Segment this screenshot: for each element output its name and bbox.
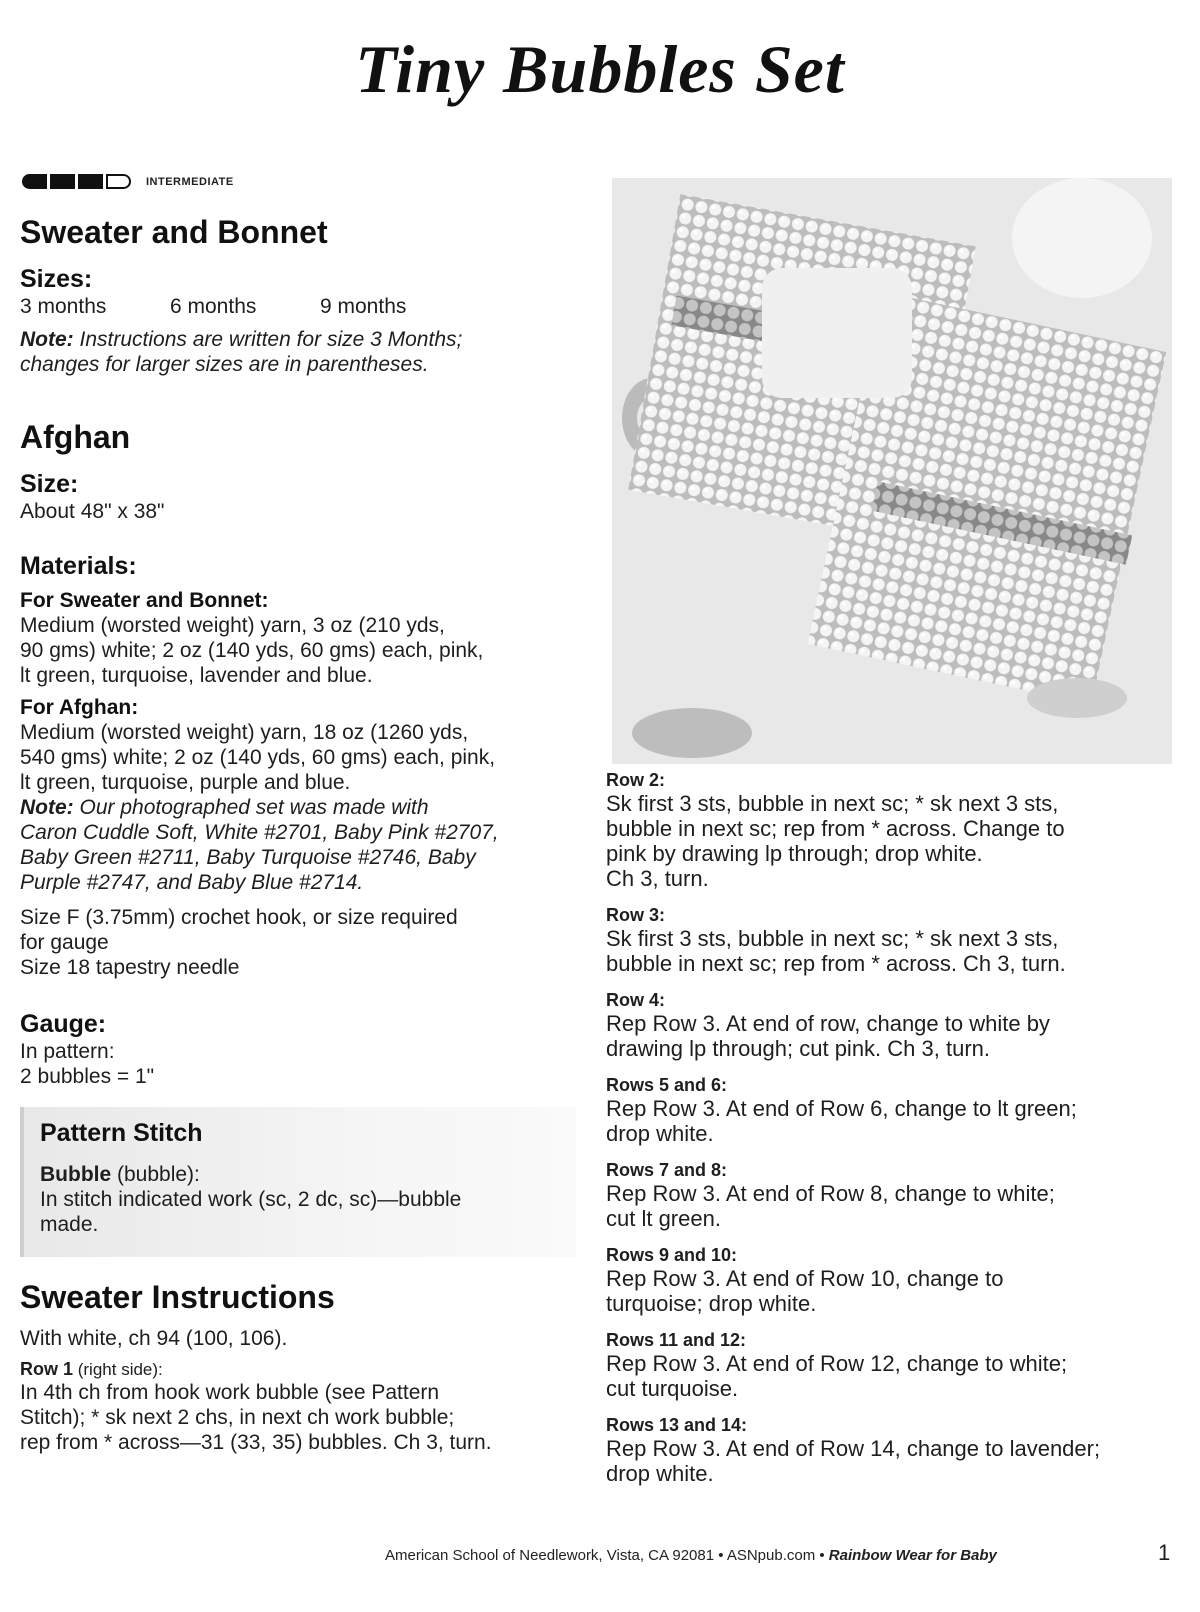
row-block	[606, 905, 1166, 976]
sweater-instructions-heading: Sweater Instructions	[20, 1279, 335, 1315]
row-label: Row 4:	[606, 990, 666, 1010]
row1	[20, 1359, 580, 1455]
sweater-intro: With white, ch 94 (100, 106).	[20, 1327, 288, 1350]
materials-sb-label: For Sweater and Bonnet:	[20, 589, 269, 612]
text-line: for gauge	[20, 931, 109, 954]
row-block	[606, 990, 1166, 1061]
text-line: Rep Row 3. At end of Row 10, change to	[606, 1266, 1004, 1291]
text-line: cut turquoise.	[606, 1376, 739, 1401]
pattern-stitch-box	[20, 1107, 576, 1257]
text-line: Size 18 tapestry needle	[20, 956, 240, 979]
skill-level-label: INTERMEDIATE	[146, 175, 234, 188]
row-block	[606, 1415, 1166, 1486]
text-line: Rep Row 3. At end of Row 14, change to lavender;	[606, 1436, 1101, 1461]
text-line: Sk first 3 sts, bubble in next sc; * sk next 3 sts,	[606, 791, 1059, 816]
row-block	[606, 1160, 1166, 1231]
note-text: Instructions are written for size 3 Months;	[79, 328, 463, 351]
text-line: Rep Row 3. At end of row, change to white by	[606, 1011, 1050, 1036]
text-line: Medium (worsted weight) yarn, 18 oz (1260 yds,	[20, 721, 469, 744]
sizes-list	[20, 294, 580, 319]
materials-afghan-text	[20, 720, 580, 795]
bubble-definition	[40, 1162, 560, 1237]
skill-level-empty-block-icon	[106, 174, 131, 189]
text-line: Rep Row 3. At end of Row 8, change to white;	[606, 1181, 1055, 1206]
row-note: (right side):	[73, 1360, 163, 1379]
text-line: lt green, turquoise, purple and blue.	[20, 771, 351, 794]
text-line: Purple #2747, and Baby Blue #2714.	[20, 871, 364, 894]
size-item: 6 months	[170, 295, 257, 318]
row-label: Rows 11 and 12:	[606, 1330, 747, 1350]
row-label: Rows 9 and 10:	[606, 1245, 738, 1265]
text-line: Our photographed set was made with	[79, 796, 429, 819]
text-line: Rep Row 3. At end of Row 6, change to lt green;	[606, 1096, 1077, 1121]
materials-sb-text	[20, 613, 580, 688]
text-line: Medium (worsted weight) yarn, 3 oz (210 yds,	[20, 614, 445, 637]
text-line: Rep Row 3. At end of Row 12, change to white;	[606, 1351, 1068, 1376]
size-item: 3 months	[20, 295, 107, 318]
pattern-stitch-heading: Pattern Stitch	[40, 1119, 203, 1147]
stitch-name: Bubble	[40, 1163, 112, 1186]
materials-afghan-label: For Afghan:	[20, 696, 139, 719]
row-block	[606, 1075, 1166, 1146]
row-block	[606, 770, 1166, 891]
note-label: Note:	[20, 328, 74, 351]
text-line: Baby Green #2711, Baby Turquoise #2746, Baby	[20, 846, 476, 869]
text-line: drop white.	[606, 1461, 714, 1486]
gauge-text	[20, 1039, 580, 1089]
right-column	[606, 770, 1166, 1486]
product-photo	[612, 178, 1172, 764]
row-label: Row 3:	[606, 905, 666, 925]
text-line: In stitch indicated work (sc, 2 dc, sc)—bubble	[40, 1188, 462, 1211]
text-line: 540 gms) white; 2 oz (140 yds, 60 gms) each, pink,	[20, 746, 496, 769]
afghan-size-value: About 48" x 38"	[20, 500, 165, 523]
text-line: drawing lp through; cut pink. Ch 3, turn.	[606, 1036, 990, 1061]
left-column	[20, 214, 580, 1455]
skill-level-block-icon	[22, 174, 47, 189]
text-line: drop white.	[606, 1121, 714, 1146]
row-label: Rows 7 and 8:	[606, 1160, 728, 1180]
row-label: Row 1	[20, 1359, 74, 1379]
page-number: 1	[1158, 1540, 1171, 1565]
text-line: 2 bubbles = 1"	[20, 1065, 155, 1088]
text-line: Caron Cuddle Soft, White #2701, Baby Pink #2707,	[20, 821, 499, 844]
sweater-bonnet-heading: Sweater and Bonnet	[20, 214, 328, 250]
row-text	[20, 1380, 580, 1455]
text-line: lt green, turquoise, lavender and blue.	[20, 664, 373, 687]
text-line: made.	[40, 1213, 99, 1236]
text-line: Size F (3.75mm) crochet hook, or size required	[20, 906, 458, 929]
stitch-abbr: (bubble):	[111, 1163, 200, 1186]
skill-level-block-icon	[50, 174, 75, 189]
text-line: pink by drawing lp through; drop white.	[606, 841, 983, 866]
note-text: changes for larger sizes are in parentheses.	[20, 353, 429, 376]
text-line: Sk first 3 sts, bubble in next sc; * sk next 3 sts,	[606, 926, 1059, 951]
size-note	[20, 327, 580, 377]
page-footer	[385, 1547, 997, 1564]
text-line: In 4th ch from hook work bubble (see Pattern	[20, 1381, 440, 1404]
row-label: Rows 13 and 14:	[606, 1415, 748, 1435]
text-line: 90 gms) white; 2 oz (140 yds, 60 gms) each, pink,	[20, 639, 484, 662]
text-line: Ch 3, turn.	[606, 866, 709, 891]
gauge-heading: Gauge:	[20, 1010, 107, 1038]
size-item: 9 months	[320, 295, 407, 318]
text-line: turquoise; drop white.	[606, 1291, 817, 1316]
text-line: Stitch); * sk next 2 chs, in next ch work bubble;	[20, 1406, 455, 1429]
text-line: bubble in next sc; rep from * across. Change to	[606, 816, 1065, 841]
text-line: cut lt green.	[606, 1206, 721, 1231]
footer-book-title: Rainbow Wear for Baby	[828, 1547, 997, 1564]
text-line: In pattern:	[20, 1040, 115, 1063]
text-line: bubble in next sc; rep from * across. Ch 3, turn.	[606, 951, 1066, 976]
row-label: Rows 5 and 6:	[606, 1075, 728, 1095]
row-label: Row 2:	[606, 770, 666, 790]
footer-publisher: American School of Needlework, Vista, CA 92081 • ASNpub.com •	[385, 1547, 829, 1564]
crocheted-sweater-photo	[612, 178, 1172, 764]
row-block	[606, 1245, 1166, 1316]
afghan-size-label: Size:	[20, 470, 79, 498]
skill-level-block-icon	[78, 174, 103, 189]
note-label: Note:	[20, 796, 74, 819]
text-line: rep from * across—31 (33, 35) bubbles. Ch 3, turn.	[20, 1431, 492, 1454]
tools-text	[20, 905, 580, 980]
sizes-label: Sizes:	[20, 265, 93, 293]
page-title: Tiny Bubbles Set	[355, 31, 845, 107]
materials-heading: Materials:	[20, 552, 137, 580]
row-block	[606, 1330, 1166, 1401]
skill-level-indicator	[22, 174, 234, 189]
materials-note	[20, 795, 580, 895]
afghan-heading: Afghan	[20, 419, 131, 455]
